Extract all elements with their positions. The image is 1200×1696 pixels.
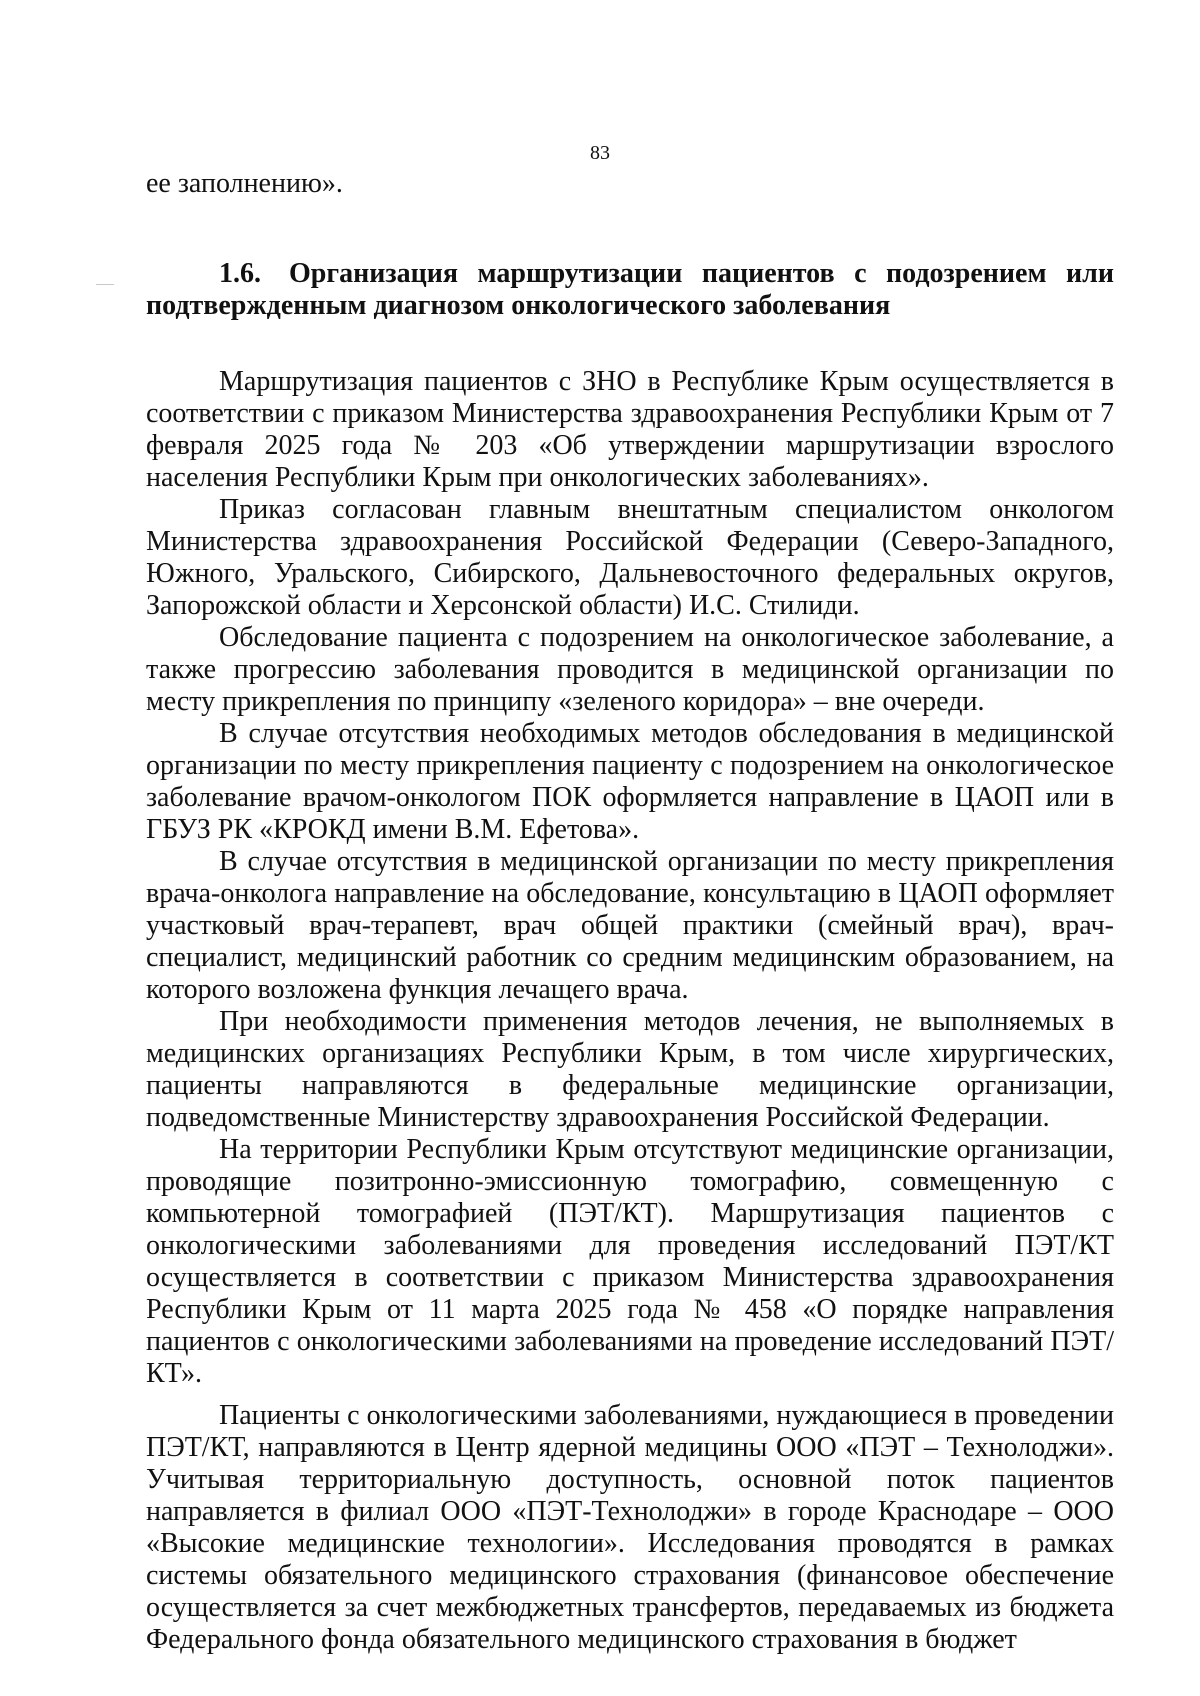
paragraph-examination: Обследование пациента с подозрением на онкологическое заболевание, а также прогрессию заболевания проводится в медицинской организации по месту прикрепления по принципу «зеленого коридора» – вне очереди.: [146, 622, 1114, 717]
paragraph-referral-poc: В случае отсутствия необходимых методов обследования в медицинской организации по месту прикрепления пациенту с подозрением на онкологическое заболевание врачом-онкологом ПОК оформляется направление в ЦАОП или в ГБУЗ РК «КРОКД имени В.М. Ефетова».: [146, 718, 1114, 845]
section-heading: [146, 258, 1114, 322]
paragraph-pet-ct-routing: На территории Республики Крым отсутствуют медицинские организации, проводящие позитронно-эмиссионную томографию, совмещенную с компьютерной томографией (ПЭТ/КТ). Маршрутизация пациентов с онкологическими заболеваниями для проведения исследований ПЭТ/КТ осуществляется в соответствии с приказом Министерства здравоохранения Республики Крым от 11 марта 2025 года № 458 «О порядке направления пациентов с онкологическими заболеваниями на проведение исследований ПЭТ/КТ».: [146, 1134, 1114, 1389]
section-title: Организация маршрутизации пациентов с подозрением или подтвержденным диагнозом онкологического заболевания: [146, 258, 1114, 321]
paragraph-federal-organizations: При необходимости применения методов лечения, не выполняемых в медицинских организациях Республики Крым, в том числе хирургических, пациенты направляются в федеральные медицинские организации, подведомственные Министерству здравоохранения Российской Федерации.: [146, 1006, 1114, 1133]
paragraph-referral-caop: В случае отсутствия в медицинской организации по месту прикрепления врача-онколога направление на обследование, консультацию в ЦАОП оформляет участковый врач-терапевт, врач общей практики (смейный врач), врач-специалист, медицинский работник со средним медицинским образованием, на которого возложена функция лечащего врача.: [146, 846, 1114, 1005]
section-number: 1.6.: [219, 258, 261, 289]
paragraph-routing-order: Маршрутизация пациентов с ЗНО в Республике Крым осуществляется в соответствии с приказом Министерства здравоохранения Республики Крым от 7 февраля 2025 года № 203 «Об утверждении маршрутизации взрослого населения Республики Крым при онкологических заболеваниях».: [146, 366, 1114, 493]
margin-mark: [96, 284, 114, 285]
page-number: 83: [590, 142, 610, 164]
document-body: [146, 168, 1114, 1656]
continuation-text: ее заполнению».: [146, 168, 343, 199]
paragraph-pet-ct-center: Пациенты с онкологическими заболеваниями, нуждающиеся в проведении ПЭТ/КТ, направляются в Центр ядерной медицины ООО «ПЭТ – Технолоджи». Учитывая территориальную доступность, основной поток пациентов направляется в филиал ООО «ПЭТ-Технолоджи» в городе Краснодаре – ООО «Высокие медицинские технологии». Исследования проводятся в рамках системы обязательного медицинского страхования (финансовое обеспечение осуществляется за счет межбюджетных трансфертов, передаваемых из бюджета Федерального фонда обязательного медицинского страхования в бюджет: [146, 1400, 1114, 1655]
paragraph-order-approval: Приказ согласован главным внештатным специалистом онкологом Министерства здравоохранения Российской Федерации (Северо-Западного, Южного, Уральского, Сибирского, Дальневосточного федеральных округов, Запорожской области и Херсонской области) И.С. Стилиди.: [146, 494, 1114, 621]
